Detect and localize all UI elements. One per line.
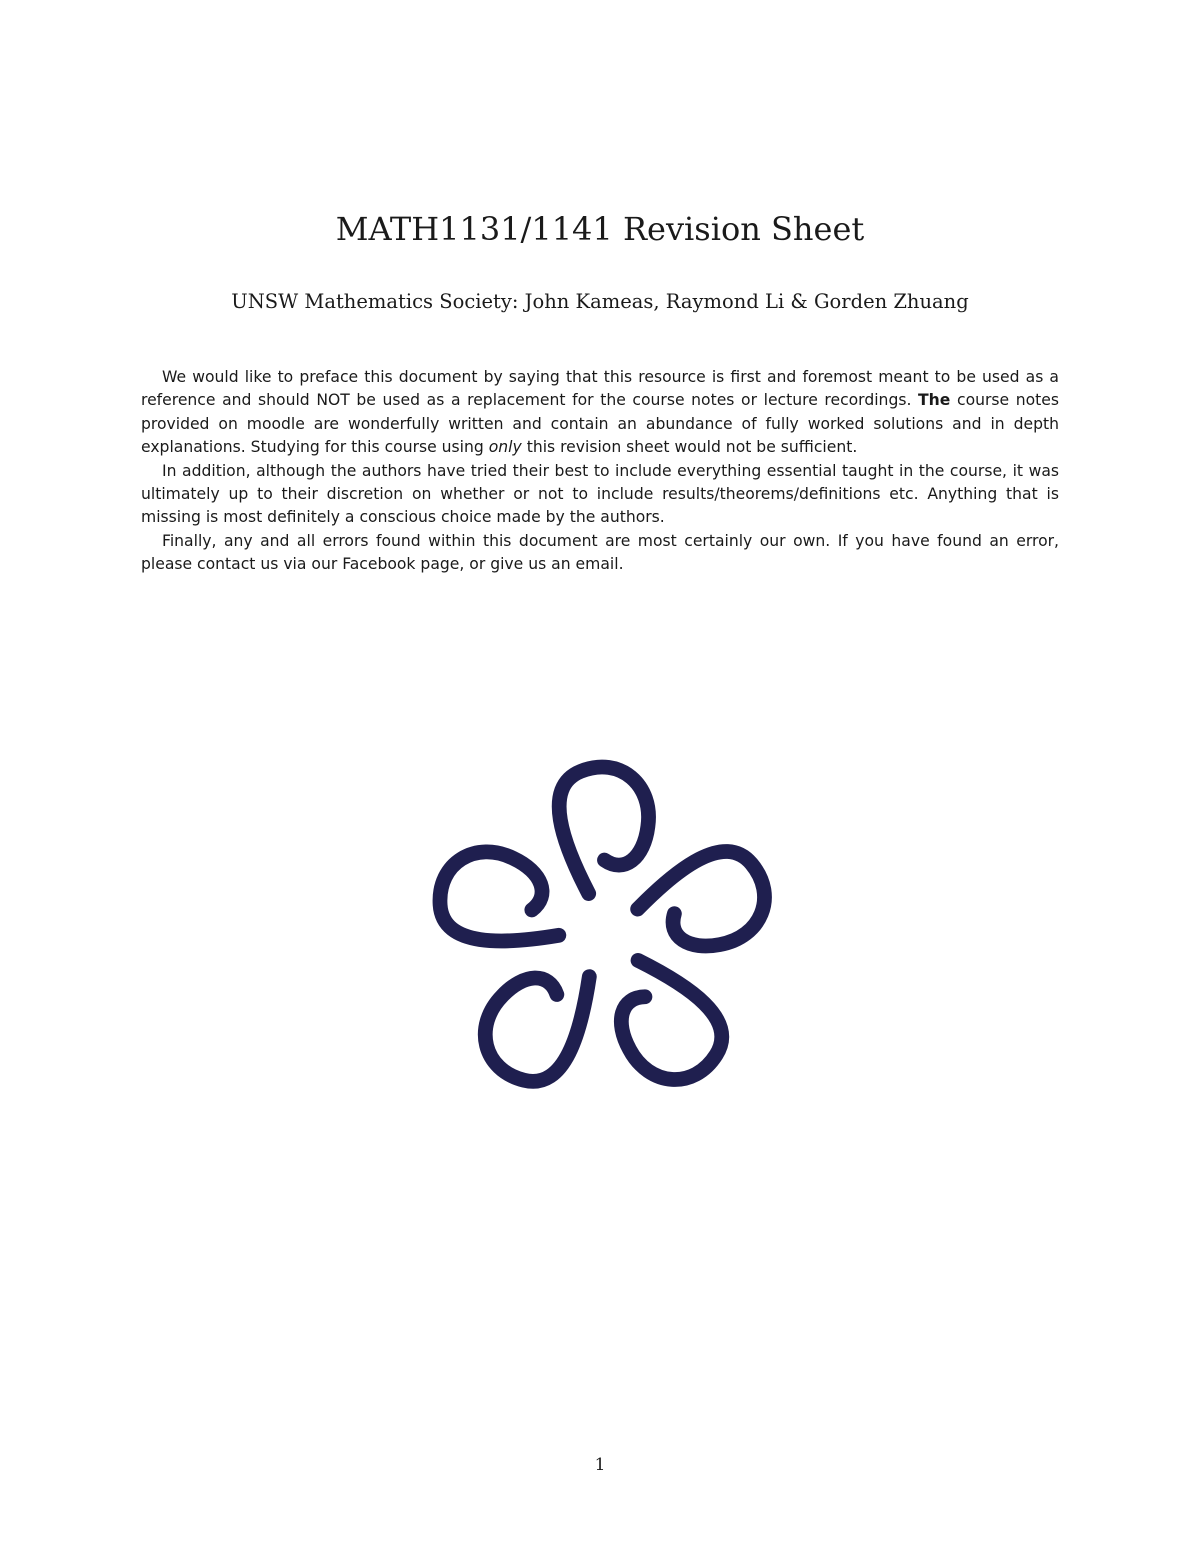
logo-petal [559, 767, 648, 894]
preface-paragraph-3: Finally, any and all errors found within this document are most certainly our own. If you have found an error, please contact us via our Facebook page, or give us an email. [141, 531, 1059, 574]
page-number: 1 [594, 1455, 606, 1475]
author-line: UNSW Mathematics Society: John Kameas, Raymond Li & Gorden Zhuang [231, 290, 969, 313]
logo-petal [590, 943, 737, 1098]
mathsoc-flower-logo-icon [425, 755, 780, 1115]
document-title: MATH1131/1141 Revision Sheet [335, 210, 865, 248]
logo-petal [429, 839, 577, 963]
preface-p1-part-d: this revision sheet would not be sufficient. [521, 438, 858, 457]
logo-petal [628, 842, 776, 966]
preface-p1-part-a: We would like to preface this document by saying that this resource is first and foremost meant to be used as a reference and should NOT be used as a replacement for the course notes or lecture recordings. [141, 368, 1059, 410]
preface-p1-bold: The [918, 391, 951, 410]
preface-p1-part-c: course notes provided on moodle are wonderfully written and contain an abundance of fully worked solutions and in depth explanations. Studying for this course using [141, 391, 1060, 457]
preface-paragraph-2: In addition, although the authors have tried their best to include everything essential taught in the course, it was ultimately up to their discretion on whether or not to include results/theorems/definitions etc. Anything that is missing is most definitely a conscious choice made by the authors. [141, 461, 1059, 527]
preface [141, 366, 1059, 577]
logo-petal [466, 941, 613, 1096]
preface-p1-emphasis: only [488, 438, 522, 457]
preface-paragraph-1 [141, 366, 1059, 460]
